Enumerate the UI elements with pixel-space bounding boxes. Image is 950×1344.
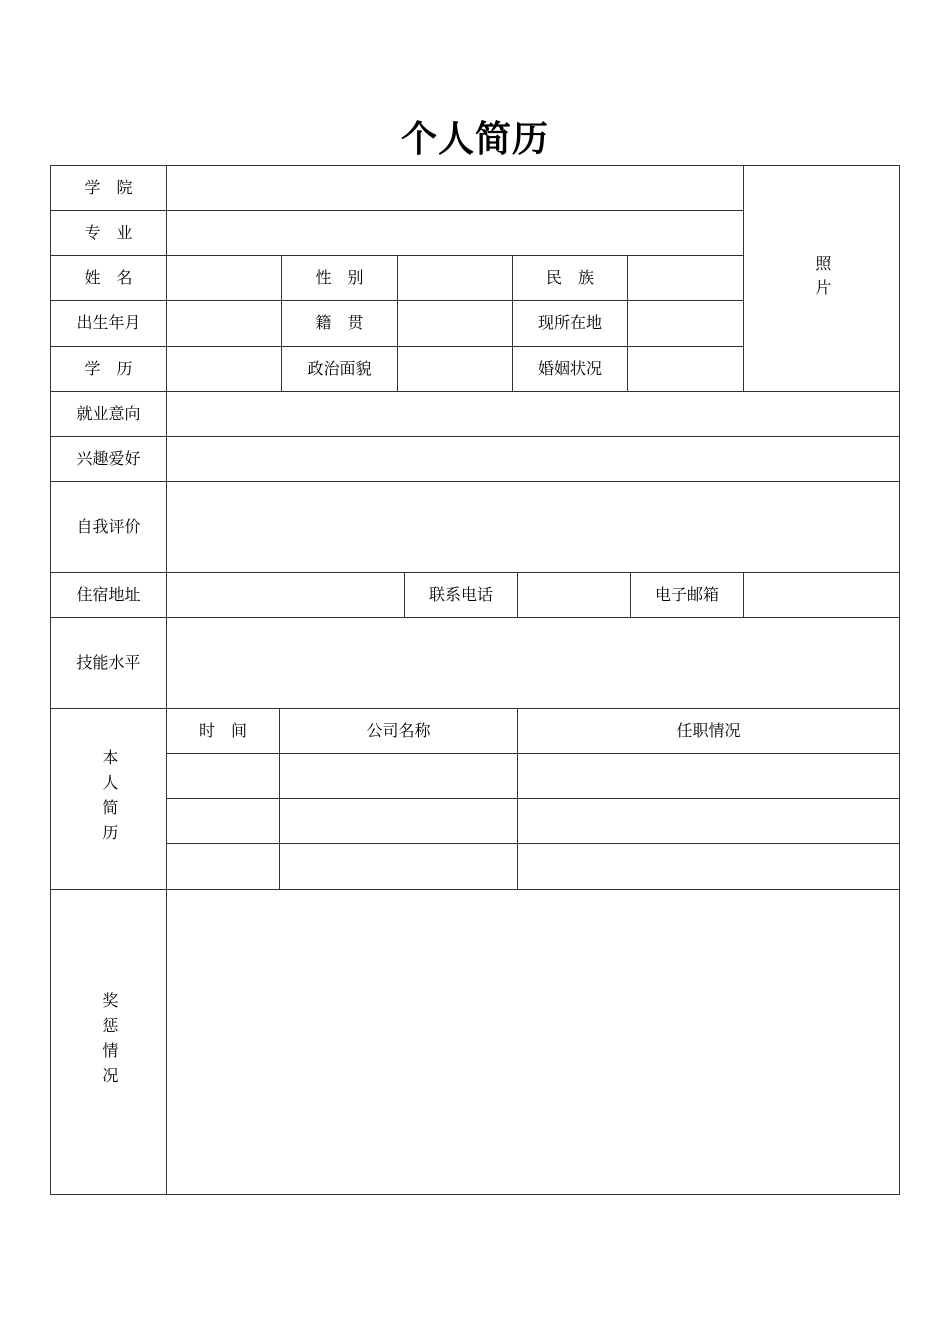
label-location: 现所在地	[512, 300, 628, 347]
education-field[interactable]	[166, 346, 282, 392]
label-origin: 籍 贯	[281, 300, 398, 347]
history-row-3-time[interactable]	[166, 843, 280, 890]
history-header-company: 公司名称	[279, 708, 518, 754]
label-birth: 出生年月	[50, 300, 167, 347]
history-row-2-time[interactable]	[166, 798, 280, 844]
awards-field[interactable]	[166, 889, 900, 1195]
skills-field[interactable]	[166, 617, 900, 709]
label-marital: 婚姻状况	[512, 346, 628, 392]
label-job-intent: 就业意向	[50, 391, 167, 437]
ethnicity-field[interactable]	[627, 255, 744, 301]
label-college: 学 院	[50, 165, 167, 211]
label-gender: 性 别	[281, 255, 398, 301]
origin-field[interactable]	[397, 300, 513, 347]
photo-box[interactable]	[743, 165, 900, 392]
label-political: 政治面貌	[281, 346, 398, 392]
photo-label: 照片	[812, 254, 832, 303]
political-field[interactable]	[397, 346, 513, 392]
major-field[interactable]	[166, 210, 744, 256]
label-name: 姓 名	[50, 255, 167, 301]
self-eval-field[interactable]	[166, 481, 900, 573]
label-education: 学 历	[50, 346, 167, 392]
label-awards-box	[50, 889, 167, 1195]
label-email: 电子邮箱	[630, 572, 744, 618]
college-field[interactable]	[166, 165, 744, 211]
email-field[interactable]	[743, 572, 900, 618]
history-row-1-time[interactable]	[166, 753, 280, 799]
hobbies-field[interactable]	[166, 436, 900, 482]
history-row-1-position[interactable]	[517, 753, 900, 799]
label-self-eval: 自我评价	[50, 481, 167, 573]
label-resume: 本人简历	[99, 749, 119, 849]
history-header-time: 时 间	[166, 708, 280, 754]
phone-field[interactable]	[517, 572, 631, 618]
label-address: 住宿地址	[50, 572, 167, 618]
label-major: 专 业	[50, 210, 167, 256]
history-row-3-position[interactable]	[517, 843, 900, 890]
job-intent-field[interactable]	[166, 391, 900, 437]
address-field[interactable]	[166, 572, 405, 618]
label-hobbies: 兴趣爱好	[50, 436, 167, 482]
label-ethnicity: 民 族	[512, 255, 628, 301]
history-row-1-company[interactable]	[279, 753, 518, 799]
label-awards: 奖惩情况	[99, 992, 119, 1092]
history-row-3-company[interactable]	[279, 843, 518, 890]
location-field[interactable]	[627, 300, 744, 347]
birth-field[interactable]	[166, 300, 282, 347]
history-row-2-position[interactable]	[517, 798, 900, 844]
history-row-2-company[interactable]	[279, 798, 518, 844]
label-skills: 技能水平	[50, 617, 167, 709]
marital-field[interactable]	[627, 346, 744, 392]
gender-field[interactable]	[397, 255, 513, 301]
label-phone: 联系电话	[404, 572, 518, 618]
history-header-position: 任职情况	[517, 708, 900, 754]
label-resume-box	[50, 708, 167, 890]
name-field[interactable]	[166, 255, 282, 301]
page-title: 个人简历	[400, 118, 549, 160]
